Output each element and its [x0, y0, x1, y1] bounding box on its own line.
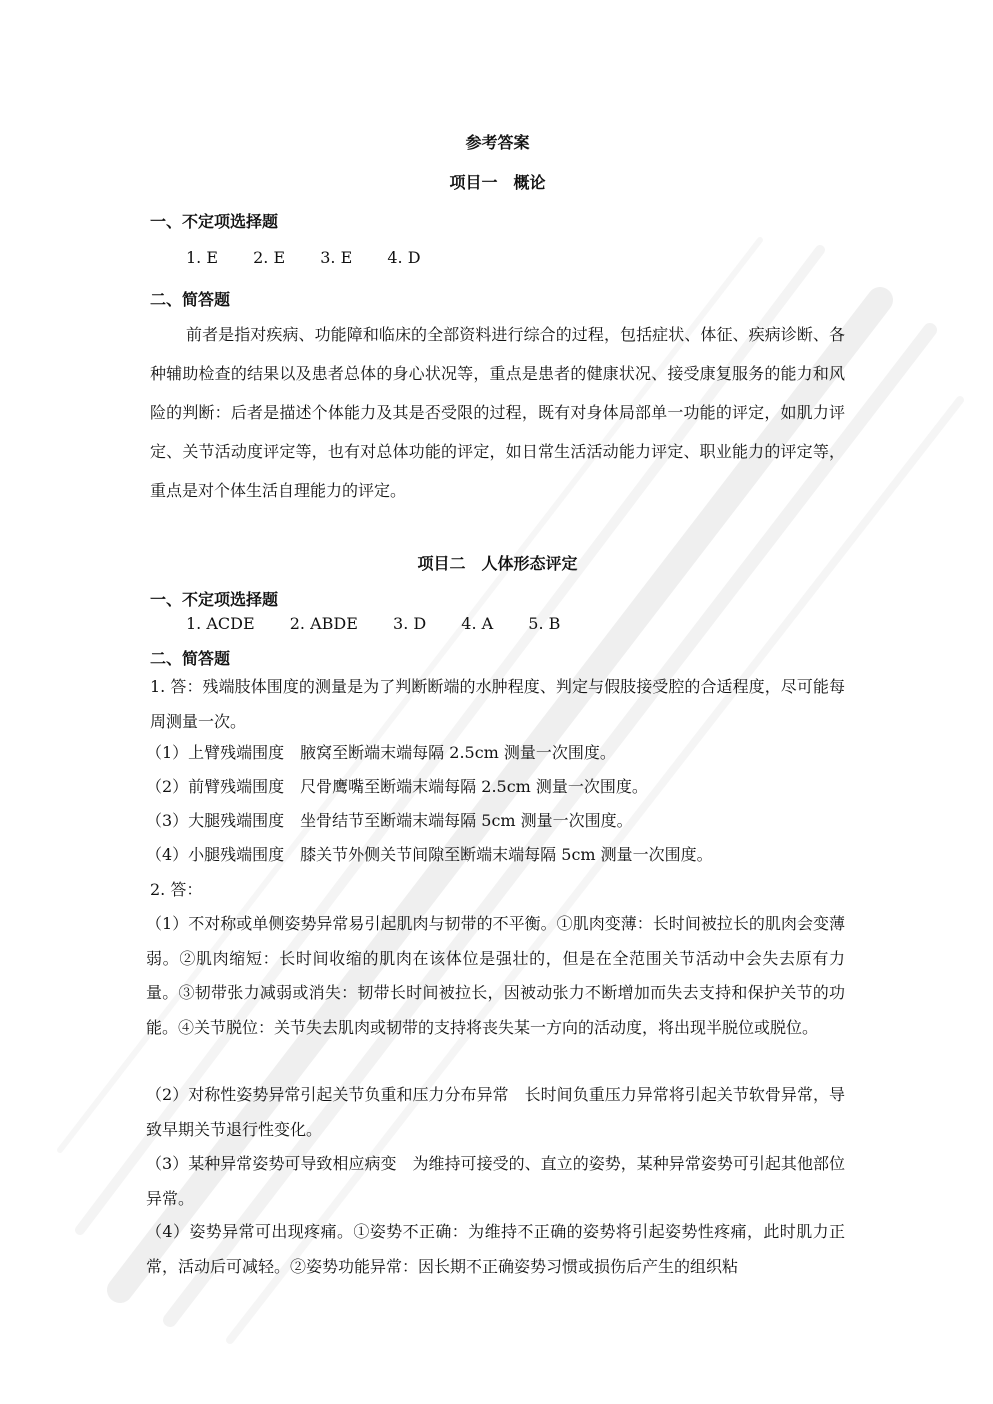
project1-paragraph: 前者是指对疾病、功能障和临床的全部资料进行综合的过程，包括症状、体征、疾病诊断、各种辅助检查的结果以及患者总体的身心状况等，重点是患者的健康状况、接受康复服务的能力和风险的判断：后者是描述个体能力及其是否受限的过程，既有对身体局部单一功能的评定，如肌力评定、关节活动度评定等，也有对总体功能的评定，如日常生活活动能力评定、职业能力的评定等，重点是对个体生活自理能力的评定。	[150, 325, 845, 500]
q1-item: （1）上臂残端围度 腋窝至断端末端每隔 2.5cm 测量一次围度。	[146, 743, 616, 762]
document-title: 参考答案	[465, 133, 530, 152]
answer-item: 5. B	[528, 614, 561, 633]
answer-item: 3. D	[393, 614, 427, 633]
answer-item: 2. E	[253, 248, 286, 267]
project1-title: 项目一 概论	[449, 173, 546, 192]
answer-item: 1. E	[186, 248, 219, 267]
q1-intro: 1. 答：残端肢体围度的测量是为了判断断端的水肿程度、判定与假肢接受腔的合适程度，尽可能每周测量一次。	[150, 677, 845, 731]
project2-title: 项目二 人体形态评定	[417, 554, 578, 573]
project1-answer-list	[186, 248, 451, 267]
answer-item: 4. A	[461, 614, 494, 633]
answer-item: 4. D	[387, 248, 421, 267]
answer-item: 1. ACDE	[186, 614, 255, 633]
q2-item: （2）对称性姿势异常引起关节负重和压力分布异常 长时间负重压力异常将引起关节软骨异常，导致早期关节退行性变化。	[146, 1085, 845, 1139]
project1-section1-heading: 一、不定项选择题	[150, 212, 279, 231]
q1-item: （4）小腿残端围度 膝关节外侧关节间隙至断端末端每隔 5cm 测量一次围度。	[146, 845, 713, 864]
document-page	[146, 0, 845, 1404]
answer-item: 2. ABDE	[289, 614, 358, 633]
q2-item: （1）不对称或单侧姿势异常易引起肌肉与韧带的不平衡。①肌肉变薄：长时间被拉长的肌肉会变薄弱。②肌肉缩短：长时间收缩的肌肉在该体位是强壮的，但是在全范围关节活动中会失去原有力量。③韧带张力减弱或消失：韧带长时间被拉长，因被动张力不断增加而失去支持和保护关节的功能。④关节脱位：关节失去肌肉或韧带的支持将丧失某一方向的活动度，将出现半脱位或脱位。	[146, 914, 845, 1037]
project2-answer-list	[186, 614, 590, 633]
q2-item: （3）某种异常姿势可导致相应病变 为维持可接受的、直立的姿势，某种异常姿势可引起其他部位异常。	[146, 1154, 845, 1208]
q2-item: （4）姿势异常可出现疼痛。①姿势不正确：为维持不正确的姿势将引起姿势性疼痛，此时肌力正常，活动后可减轻。②姿势功能异常：因长期不正确姿势习惯或损伤后产生的组织粘	[146, 1222, 845, 1276]
q1-item: （2）前臂残端围度 尺骨鹰嘴至断端末端每隔 2.5cm 测量一次围度。	[146, 777, 648, 796]
q2-intro: 2. 答：	[150, 880, 203, 899]
project1-section2-heading: 二、简答题	[150, 290, 231, 309]
answer-item: 3. E	[320, 248, 353, 267]
q1-item: （3）大腿残端围度 坐骨结节至断端末端每隔 5cm 测量一次围度。	[146, 811, 633, 830]
project2-section1-heading: 一、不定项选择题	[150, 590, 279, 609]
project2-section2-heading: 二、简答题	[150, 649, 231, 668]
